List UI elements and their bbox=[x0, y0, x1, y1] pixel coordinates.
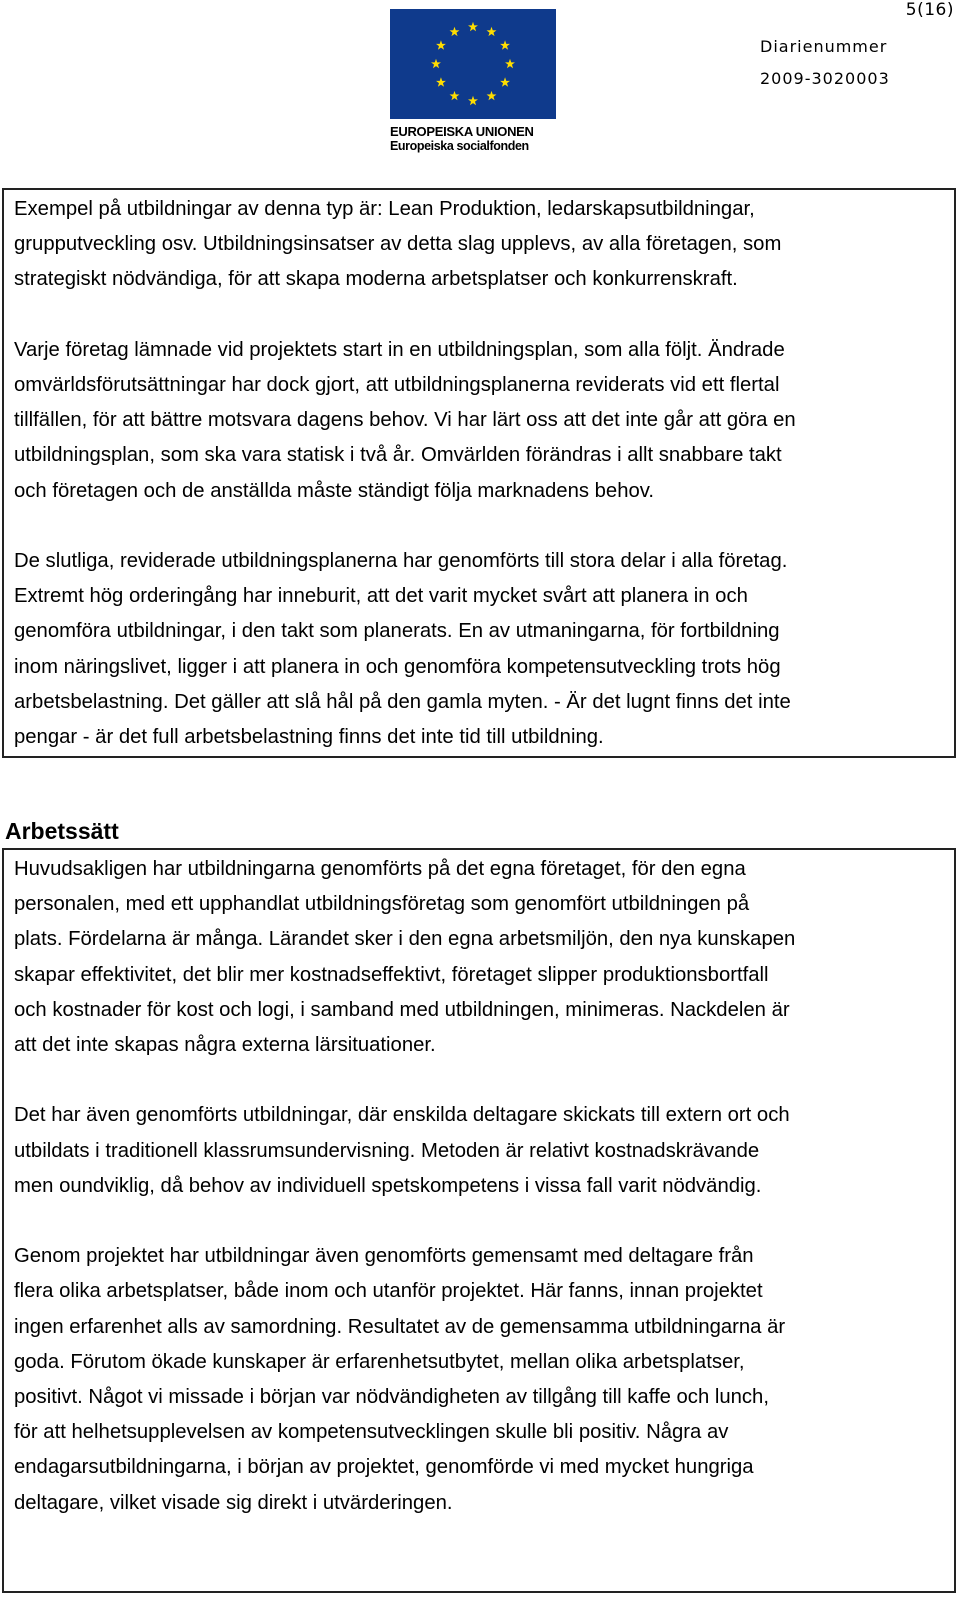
eu-flag-icon bbox=[390, 9, 556, 119]
paragraph bbox=[14, 192, 944, 298]
star-icon bbox=[487, 27, 497, 36]
text-line: pengar - är det full arbetsbelastning finns det inte tid till utbildning. bbox=[14, 726, 604, 749]
text-line: grupputveckling osv. Utbildningsinsatser av detta slag upplevs, av alla företagen, som bbox=[14, 233, 782, 256]
text-line: för att helhetsupplevelsen av kompetensutvecklingen skulle bli positiv. Några av bbox=[14, 1421, 729, 1444]
star-icon bbox=[450, 27, 460, 36]
text-line: arbetsbelastning. Det gäller att slå hål på den gamla myten. - Är det lugnt finns det inte bbox=[14, 690, 791, 713]
text-line: utbildats i traditionell klassrumsundervisning. Metoden är relativt kostnadskrävande bbox=[14, 1139, 760, 1162]
text-line: flera olika arbetsplatser, både inom och utanför projektet. Här fanns, innan projektet bbox=[14, 1280, 763, 1303]
star-icon bbox=[500, 40, 510, 49]
text-line: Det har även genomförts utbildningar, där enskilda deltagare skickats till extern ort och bbox=[14, 1104, 790, 1127]
eu-logo-line1: EUROPEISKA UNIONEN bbox=[390, 124, 534, 139]
text-line: men oundviklig, då behov av individuell spetskompetens i vissa fall varit nödvändig. bbox=[14, 1174, 762, 1197]
star-icon bbox=[436, 77, 446, 86]
text-box-2 bbox=[2, 848, 956, 1593]
star-icon bbox=[436, 40, 446, 49]
star-icon bbox=[468, 22, 478, 31]
diarie-label: Diarienummer bbox=[760, 37, 888, 56]
text-line: inom näringslivet, ligger i att planera in och genomföra kompetensutveckling trots hög bbox=[14, 655, 781, 678]
text-line: positivt. Något vi missade i början var nödvändigheten av tillgång till kaffe och lunch, bbox=[14, 1386, 769, 1409]
text-line: goda. Förutom ökade kunskaper är erfarenhetsutbytet, mellan olika arbetsplatser, bbox=[14, 1350, 745, 1373]
paragraph bbox=[14, 333, 944, 509]
text-line: omvärldsförutsättningar har dock gjort, att utbildningsplanerna reviderats vid ett flertal bbox=[14, 374, 780, 396]
text-line: Exempel på utbildningar av denna typ är: Lean Produktion, ledarskapsutbildningar, bbox=[14, 198, 755, 220]
star-icon bbox=[431, 59, 441, 68]
text-box-1 bbox=[2, 188, 956, 758]
text-line: genomföra utbildningar, i den takt som planerats. En av utmaningarna, för fortbildning bbox=[14, 620, 780, 643]
text-line: skapar effektivitet, det blir mer kostnadseffektivt, företaget slipper produktionsbortfall bbox=[14, 963, 769, 986]
text-line: personalen, med ett upphandlat utbildningsföretag som genomfört utbildningen på bbox=[14, 893, 750, 916]
text-line: endagarsutbildningarna, i början av projektet, genomförde vi med mycket hungriga bbox=[14, 1456, 754, 1479]
text-line: strategiskt nödvändiga, för att skapa moderna arbetsplatser och konkurrenskraft. bbox=[14, 268, 738, 291]
star-icon bbox=[450, 91, 460, 100]
paragraph bbox=[14, 1239, 944, 1521]
text-line: att det inte skapas några externa lärsituationer. bbox=[14, 1034, 436, 1057]
text-line: deltagare, vilket visade sig direkt i utvärderingen. bbox=[14, 1491, 453, 1514]
text-line: ingen erfarenhet alls av samordning. Resultatet av de gemensamma utbildningarna är bbox=[14, 1315, 786, 1338]
text-line: Huvudsakligen har utbildningarna genomförts på det egna företaget, för den egna bbox=[14, 858, 746, 880]
star-icon bbox=[500, 77, 510, 86]
diarie-number: 2009-3020003 bbox=[760, 69, 890, 88]
text-line: Extremt hög orderingång har inneburit, att det varit mycket svårt att planera in och bbox=[14, 585, 748, 608]
page-number: 5(16) bbox=[905, 0, 954, 20]
diarie-block bbox=[760, 31, 890, 95]
text-line: plats. Fördelarna är många. Lärandet sker i den egna arbetsmiljön, den nya kunskapen bbox=[14, 928, 796, 951]
star-icon bbox=[505, 59, 515, 68]
text-line: Genom projektet har utbildningar även genomförts gemensamt med deltagare från bbox=[14, 1245, 754, 1268]
paragraph bbox=[14, 852, 944, 1063]
eu-logo-line2: Europeiska socialfonden bbox=[390, 139, 529, 153]
text-line: och företagen och de anställda måste ständigt följa marknadens behov. bbox=[14, 479, 655, 502]
eu-logo bbox=[390, 9, 556, 159]
star-icon bbox=[468, 96, 478, 105]
paragraph bbox=[14, 544, 944, 755]
text-line: tillfällen, för att bättre motsvara dagens behov. Vi har lärt oss att det inte går att göra en bbox=[14, 409, 796, 432]
text-line: utbildningsplan, som ska vara statisk i två år. Omvärlden förändras i allt snabbare takt bbox=[14, 444, 782, 467]
section-heading: Arbetssätt bbox=[5, 818, 119, 844]
paragraph bbox=[14, 1098, 944, 1204]
text-line: Varje företag lämnade vid projektets start in en utbildningsplan, som alla följt. Ändrade bbox=[14, 338, 785, 361]
text-line: och kostnader för kost och logi, i samband med utbildningen, minimeras. Nackdelen är bbox=[14, 998, 790, 1021]
star-icon bbox=[487, 91, 497, 100]
text-line: De slutliga, reviderade utbildningsplanerna har genomförts till stora delar i alla företag. bbox=[14, 550, 788, 572]
